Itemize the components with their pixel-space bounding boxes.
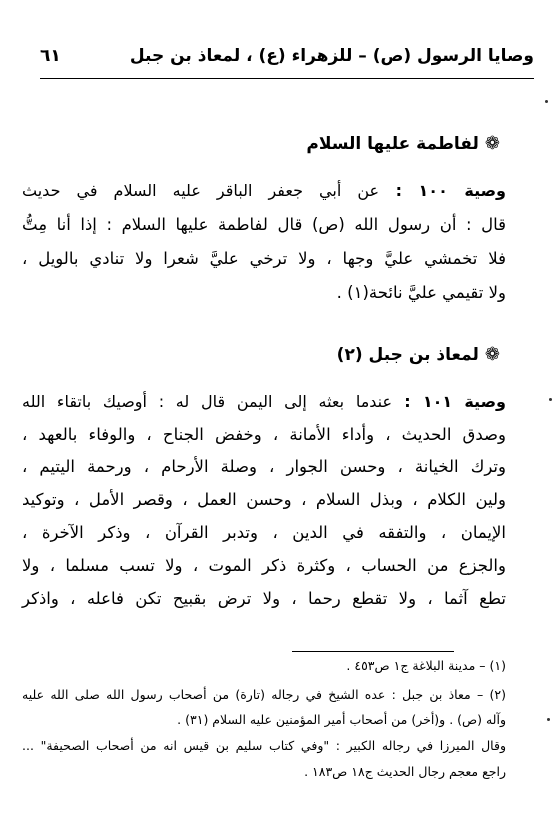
text-line — [22, 392, 506, 414]
footnote: (٢) – معاذ بن جبل : عده الشيخ في رجاله (تارة) من أصحاب رسول الله صلى الله عليه — [22, 687, 506, 702]
text-line — [22, 490, 506, 512]
section-heading-muadh — [337, 344, 500, 365]
text-line — [22, 425, 506, 447]
text-line — [22, 249, 506, 271]
line-text: الإيمان ، والتفقه في الدين ، وتدبر القرآن ، وذكر الآخرة ، — [22, 523, 506, 542]
text-line — [22, 181, 506, 203]
footnote: وقال الميرزا في رجاله الكبير : "وفي كتاب سليم بن قيس انه من أصحاب الصحيفة" ... — [22, 738, 506, 753]
page-number: ٦١ — [40, 46, 61, 66]
footnote: راجع معجم رجال الحديث ج١٨ ص١٨٣ . — [304, 764, 506, 779]
scan-speck — [545, 100, 548, 103]
section-title: لفاطمة عليها السلام — [306, 134, 479, 154]
flower-ornament-icon: ❁ — [484, 133, 500, 154]
line-text: ولا تقيمي عليَّ نائحة(١) . — [336, 283, 506, 302]
scan-speck — [549, 398, 552, 401]
line-text: قال : أن رسول الله (ص) قال لفاطمة عليها السلام : إذا أنا مِتُّ — [22, 215, 506, 234]
text-line — [22, 215, 506, 237]
text-line — [22, 283, 506, 305]
footnote-separator — [292, 651, 454, 652]
section-heading-fatima — [306, 133, 500, 154]
text-line — [22, 556, 506, 578]
line-text: وترك الخيانة ، وحسن الجوار ، وصلة الأرحام ، ورحمة اليتيم ، — [22, 457, 506, 476]
line-text: وصدق الحديث ، وأداء الأمانة ، وخفض الجناح ، والوفاء بالعهد ، — [22, 425, 506, 444]
line-text: فلا تخمشي عليَّ وجها ، ولا ترخي عليَّ شعرا ولا تنادي بالويل ، — [22, 249, 506, 268]
footnote: (١) – مدينة البلاغة ج١ ص٤٥٣ . — [346, 658, 506, 673]
line-text: عندما بعثه إلى اليمن قال له : أوصيك باتقاء الله — [22, 392, 393, 411]
line-text: عن أبي جعفر الباقر عليه السلام في حديث — [22, 181, 380, 200]
will-label: وصية ١٠٠ : — [379, 181, 506, 200]
scan-speck — [547, 718, 550, 721]
line-text: تطع آثما ، ولا تقطع رحما ، ولا ترض بقبيح تكن فاعله ، واذكر — [22, 589, 506, 608]
running-header — [40, 38, 534, 79]
text-line — [22, 589, 506, 611]
flower-ornament-icon: ❁ — [484, 344, 500, 365]
section-title: لمعاذ بن جبل (٢) — [336, 345, 479, 365]
footnote: وآله (ص) . و(أخر) من أصحاب أمير المؤمنين عليه السلام (٣١) . — [177, 712, 506, 727]
will-label: وصية ١٠١ : — [392, 392, 506, 411]
line-text: ولين الكلام ، وبذل السلام ، وحسن العمل ، وقصر الأمل ، وتوكيد — [22, 490, 506, 509]
text-line — [22, 523, 506, 545]
header-title: وصايا الرسول (ص) – للزهراء (ع) ، لمعاذ بن جبل — [129, 46, 534, 66]
line-text: والجزع من الحساب ، وكثرة ذكر الموت ، ولا تسب مسلما ، ولا — [22, 556, 506, 575]
text-line — [22, 457, 506, 479]
